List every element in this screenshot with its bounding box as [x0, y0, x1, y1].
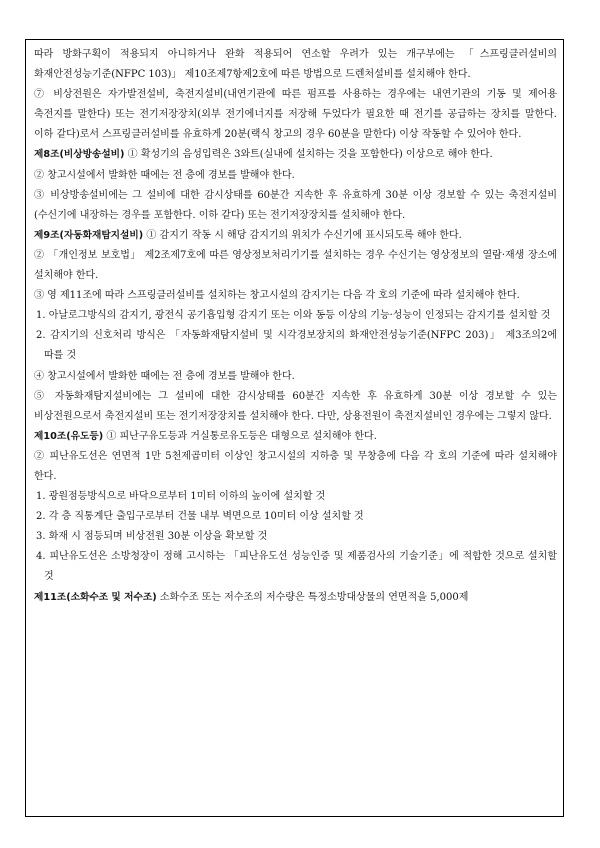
paragraph: ③ 비상방송설비에는 그 설비에 대한 감시상태를 60분간 지속한 후 유효하게 30분 이상 경보할 수 있는 축전지설비(수신기에 내장하는 경우를 포함한다. 이하 같다) 또는 전기저장장치를 설치해야 한다.	[34, 189, 557, 221]
article-heading: 제8조(비상방송설비)	[34, 149, 125, 161]
paragraph: 따라 방화구획이 적용되지 아니하거나 완화 적용되어 연소할 우려가 있는 개구부에는 「스프링클러설비의 화재안전성능기준(NFPC 103)」 제10조제7항제2호에 따른 방법으로 드렌처설비를 설치해야 한다.	[34, 49, 557, 81]
paragraph: ④ 창고시설에서 발화한 때에는 전 층에 경보를 발해야 한다.	[34, 370, 295, 382]
paragraph: ⑤ 자동화재탐지설비에는 그 설비에 대한 감시상태를 60분간 지속한 후 유효하게 30분 이상 경보할 수 있는 비상전원으로서 축전지설비 또는 전기저장장치를 설치해야 한다. 다만, 상용전원이 축전지설비인 경우에는 그렇지 않다.	[34, 390, 557, 422]
article-heading: 제11조(소화수조 및 저수조)	[34, 591, 157, 603]
list-item: 1. 아날로그방식의 감지기, 광전식 공기흡입형 감지기 또는 이와 동등 이상의 기능·성능이 인정되는 감지기를 설치할 것	[36, 310, 551, 322]
list-item: 3. 화재 시 점등되며 비상전원 30분 이상을 확보할 것	[36, 531, 268, 543]
regulation-frame	[25, 39, 564, 817]
regulation-text	[34, 45, 557, 608]
list-item: 2. 각 층 직통계단 출입구로부터 건물 내부 벽면으로 10미터 이상 설치할 것	[36, 511, 364, 523]
article-paragraph	[34, 427, 557, 447]
paragraph: ② 「개인정보 보호법」 제2조제7호에 따른 영상정보처리기기를 설치하는 경우 수신기는 영상정보의 열람·재생 장소에 설치해야 한다.	[34, 249, 557, 282]
list-item: 4. 피난유도선은 소방청장이 정해 고시하는 「피난유도선 성능인증 및 제품검사의 기술기준」에 적합한 것으로 설치할 것	[36, 551, 557, 583]
article-paragraph	[34, 588, 557, 608]
list-item: 1. 광원점등방식으로 바닥으로부터 1미터 이하의 높이에 설치할 것	[36, 491, 326, 503]
paragraph: ⑦ 비상전원은 자가발전설비, 축전지설비(내연기관에 따른 펌프를 사용하는 경우에는 내연기관의 기동 및 제어용 축전지를 말한다) 또는 전기저장장치(외부 전기에너지를 저장해 두었다가 필요한 때 전기를 공급하는 장치를 말한다. 이하 같다)로서 스프링클러설비를 유효하게 20분(랙식 창고의 경우 60분을 말한다) 이상 작동할 수 있어야 한다.	[34, 89, 557, 141]
article-body: ① 감지기 작동 시 해당 감지기의 위치가 수신기에 표시되도록 해야 한다.	[143, 229, 462, 241]
list-item: 2. 감지기의 신호처리 방식은 「자동화재탐지설비 및 시각경보장치의 화재안전성능기준(NFPC 203)」 제3조의2에 따를 것	[36, 330, 557, 362]
article-body: 소화수조 또는 저수조의 저수량은 특정소방대상물의 연면적을 5,000제	[156, 591, 469, 603]
article-paragraph	[34, 226, 557, 246]
article-body: ① 피난구유도등과 거실통로유도등은 대형으로 설치해야 한다.	[103, 430, 377, 442]
paragraph: ② 피난유도선은 연면적 1만 5천제곱미터 이상인 창고시설의 지하층 및 무창층에 다음 각 호의 기준에 따라 설치해야 한다.	[34, 450, 557, 482]
article-body: ① 확성기의 음성입력은 3와트(실내에 설치하는 것을 포함한다) 이상으로 해야 한다.	[124, 149, 493, 161]
article-paragraph	[34, 145, 557, 165]
paragraph: ③ 영 제11조에 따라 스프링클러설비를 설치하는 창고시설의 감지기는 다음 각 호의 기준에 따라 설치해야 한다.	[34, 290, 520, 302]
paragraph: ② 창고시설에서 발화한 때에는 전 층에 경보를 발해야 한다.	[34, 169, 295, 181]
article-heading: 제9조(자동화재탐지설비)	[34, 229, 144, 241]
article-heading: 제10조(유도등)	[34, 430, 104, 442]
